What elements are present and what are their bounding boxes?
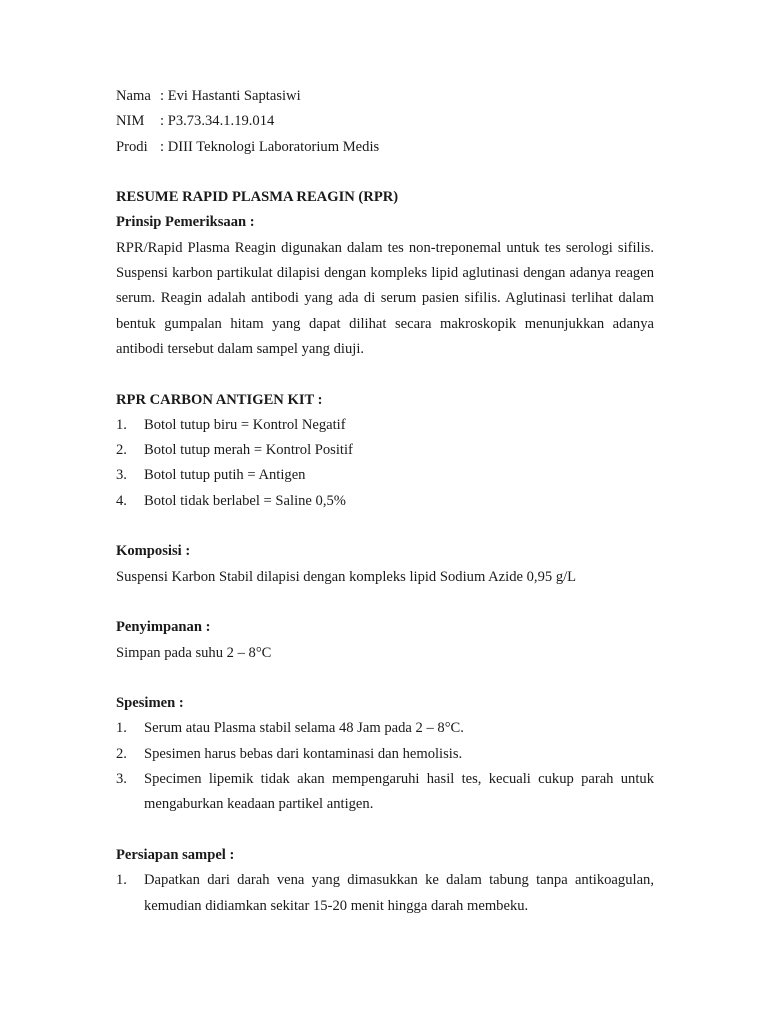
penyimpanan-text: Simpan pada suhu 2 – 8°C — [116, 644, 272, 661]
nim-value: : P3.73.34.1.19.014 — [160, 113, 275, 130]
list-text: Specimen lipemik tidak akan mempengaruhi hasil tes, kecuali cukup parah untuk mengaburkan keadaan partikel antigen. — [144, 771, 654, 813]
list-item — [116, 413, 654, 438]
spesimen-heading: Spesimen : — [116, 695, 184, 712]
nama-value: : Evi Hastanti Saptasiwi — [160, 88, 301, 104]
spacer — [116, 666, 654, 691]
list-item — [116, 463, 654, 488]
prodi-value: : DIII Teknologi Laboratorium Medis — [160, 138, 380, 155]
penyimpanan-heading: Penyimpanan : — [116, 619, 211, 636]
list-number: 3. — [116, 771, 127, 788]
list-item — [116, 438, 654, 463]
document-page — [116, 84, 654, 919]
list-text: Serum atau Plasma stabil selama 48 Jam pada 2 – 8°C. — [144, 720, 464, 737]
spacer — [116, 590, 654, 615]
spacer — [116, 818, 654, 843]
list-item — [116, 767, 654, 818]
list-number: 3. — [116, 467, 127, 484]
list-number: 1. — [116, 720, 127, 737]
kit-heading: RPR CARBON ANTIGEN KIT : — [116, 391, 323, 408]
list-number: 1. — [116, 416, 127, 433]
list-text: Botol tidak berlabel = Saline 0,5% — [144, 492, 346, 509]
identity-prodi-row — [116, 135, 654, 160]
nim-label: NIM — [116, 113, 145, 130]
list-item — [116, 742, 654, 767]
list-text: Dapatkan dari darah vena yang dimasukkan ke dalam tabung tanpa antikoagulan, kemudian didiamkan sekitar 15-20 menit hingga darah membeku. — [144, 872, 654, 914]
list-text: Botol tutup merah = Kontrol Positif — [144, 442, 353, 459]
persiapan-heading: Persiapan sampel : — [116, 846, 235, 863]
prinsip-heading: Prinsip Pemeriksaan : — [116, 214, 255, 231]
spacer — [116, 160, 654, 185]
prinsip-paragraph: RPR/Rapid Plasma Reagin digunakan dalam tes non-treponemal untuk tes serologi sifilis. Suspensi karbon partikulat dilapisi dengan kompleks lipid aglutinasi dengan adanya reagen serum. Reagin adalah antibodi yang ada di serum pasien sifilis. Aglutinasi terlihat dalam bentuk gumpalan hitam yang dapat dilihat secara makroskopik menunjukkan adanya antibodi tersebut dalam sampel yang diuji. — [116, 239, 654, 357]
komposisi-text: Suspensi Karbon Stabil dilapisi dengan kompleks lipid Sodium Azide 0,95 g/L — [116, 568, 577, 585]
list-item — [116, 489, 654, 514]
document-title: RESUME RAPID PLASMA REAGIN (RPR) — [116, 189, 399, 206]
komposisi-heading: Komposisi : — [116, 543, 191, 560]
list-item — [116, 716, 654, 741]
identity-nama-row — [116, 84, 654, 109]
list-number: 4. — [116, 492, 127, 509]
identity-nim-row — [116, 109, 654, 134]
list-number: 2. — [116, 442, 127, 459]
list-number: 2. — [116, 745, 127, 762]
nama-label: Nama — [116, 88, 151, 104]
spacer — [116, 362, 654, 387]
prodi-label: Prodi — [116, 138, 148, 155]
list-number: 1. — [116, 872, 127, 889]
list-item — [116, 868, 654, 919]
list-text: Spesimen harus bebas dari kontaminasi dan hemolisis. — [144, 745, 463, 762]
list-text: Botol tutup putih = Antigen — [144, 467, 306, 484]
spacer — [116, 514, 654, 539]
list-text: Botol tutup biru = Kontrol Negatif — [144, 416, 346, 433]
